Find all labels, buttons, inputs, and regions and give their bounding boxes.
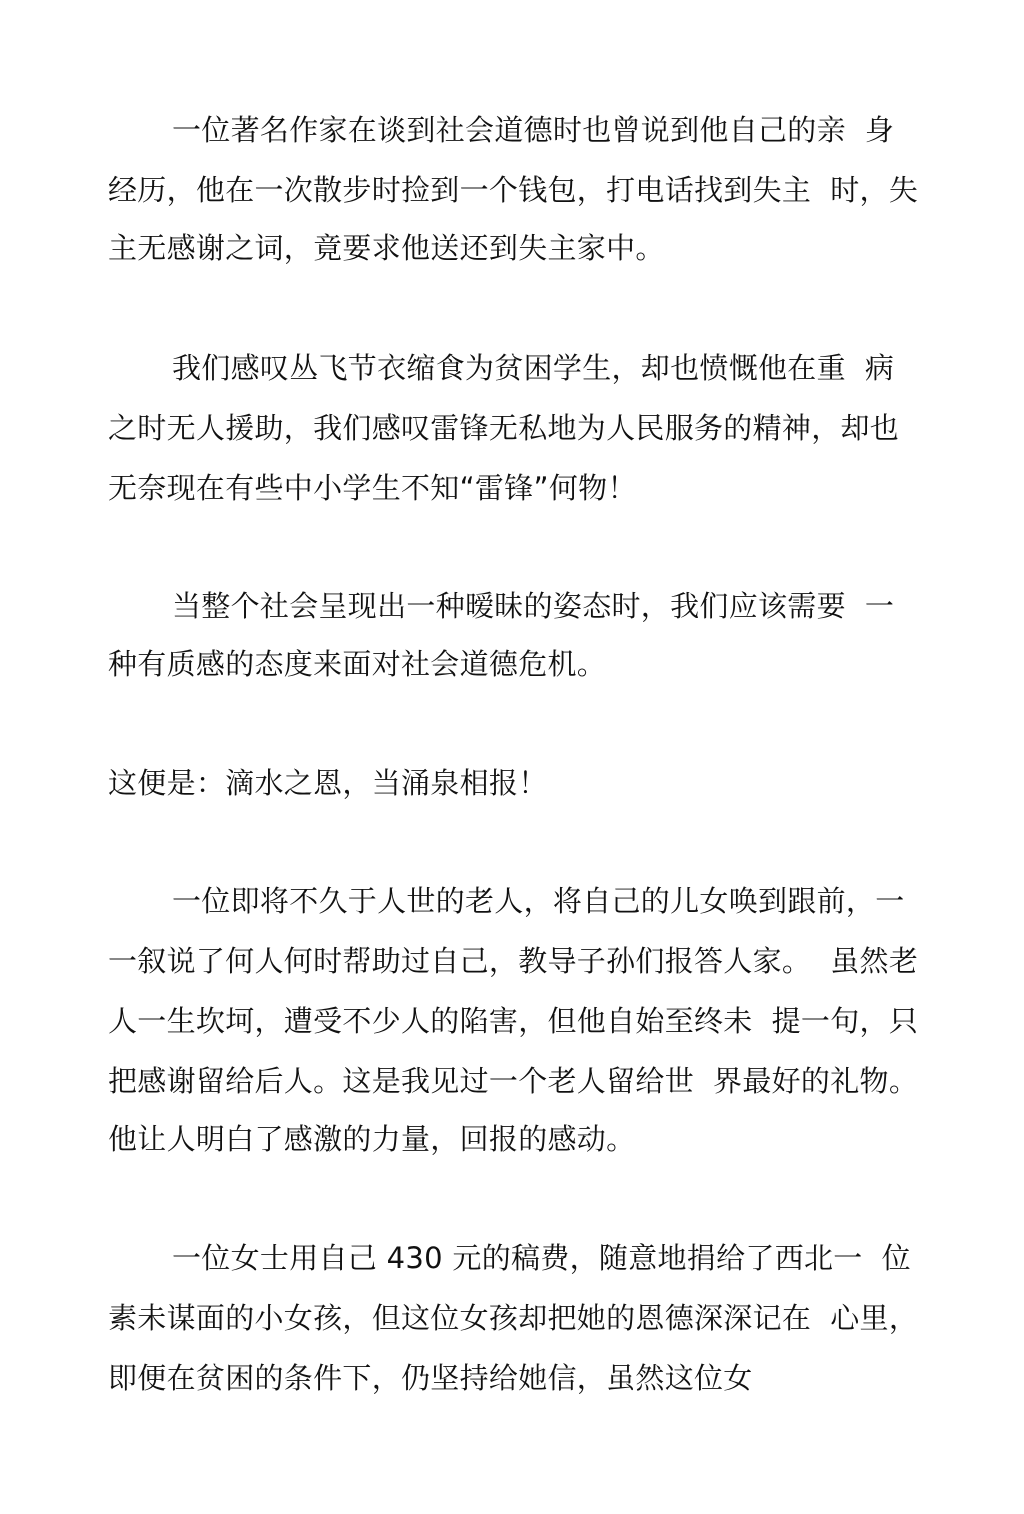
paragraph-2-line-3: 无奈现在有些中小学生不知“雷锋”何物！ [108,471,637,505]
paragraph-6-line-3: 即便在贫困的条件下，仍坚持给她信，虽然这位女 [108,1361,753,1395]
paragraph-3-line-1: 当整个社会呈现出一种暧昧的姿态时，我们应该需要 一 [172,589,895,623]
paragraph-5-line-5: 他让人明白了感激的力量，回报的感动。 [108,1122,636,1156]
paragraph-2-line-1: 我们感叹丛飞节衣缩食为贫困学生，却也愤慨他在重 病 [172,351,895,385]
paragraph-5-line-3: 人一生坎坷，遭受不少人的陷害，但他自始至终未 提一句，只 [108,1004,919,1038]
paragraph-1-line-3: 主无感谢之词，竟要求他送还到失主家中。 [108,231,665,265]
paragraph-1-line-1: 一位著名作家在谈到社会道德时也曾说到他自己的亲 身 [172,113,895,147]
paragraph-6-line-1: 一位女士用自己 430 元的稿费，随意地捐给了西北一 位 [172,1241,911,1275]
paragraph-5-line-4: 把感谢留给后人。这是我见过一个老人留给世 界最好的礼物。 [108,1064,919,1098]
paragraph-6-line-2: 素未谋面的小女孩，但这位女孩却把她的恩德深深记在 心里， [108,1301,919,1335]
paragraph-5-line-1: 一位即将不久于人世的老人，将自己的儿女唤到跟前，一 [172,884,905,918]
paragraph-5-line-2: 一叙说了何人何时帮助过自己，教导子孙们报答人家。 虽然老 [108,944,919,978]
paragraph-1-line-2: 经历，他在一次散步时捡到一个钱包，打电话找到失主 时，失 [108,173,919,207]
paragraph-2-line-2: 之时无人援助，我们感叹雷锋无私地为人民服务的精神，却也 [108,411,900,445]
paragraph-3-line-2: 种有质感的态度来面对社会道德危机。 [108,647,607,681]
paragraph-4-line-1: 这便是：滴水之恩，当涌泉相报！ [108,766,548,800]
